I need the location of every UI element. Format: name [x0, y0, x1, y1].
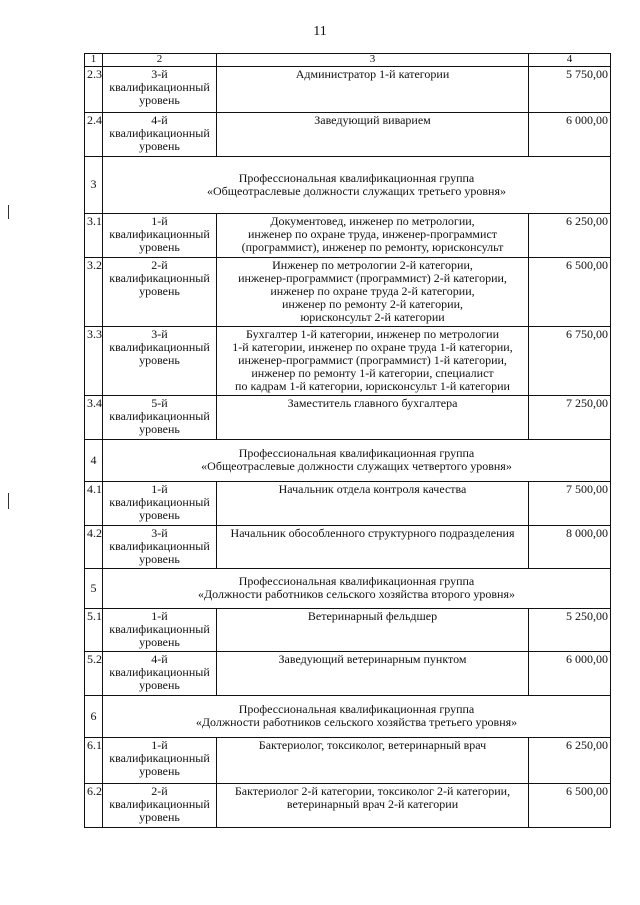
qualification-level-line: 2-й — [151, 258, 168, 272]
qualification-level-line: 1-й — [151, 738, 168, 752]
row-number: 5.1 — [85, 609, 103, 652]
qualification-level-line: 3-й — [151, 526, 168, 540]
qualification-level-line: квалификационный — [109, 665, 210, 679]
qualification-level — [103, 396, 217, 440]
column-number: 1 — [85, 54, 103, 67]
position-line: (программист), инженер по ремонту, юрисконсульт — [241, 240, 504, 254]
row-number: 3.3 — [85, 327, 103, 396]
row-number: 6.2 — [85, 784, 103, 828]
qualification-level-line: уровень — [139, 353, 180, 367]
group-title-line: «Должности работников сельского хозяйства второго уровня» — [197, 587, 515, 601]
table-row — [85, 214, 611, 258]
position-line: инженер по ремонту 1-й категории, специалист — [251, 366, 494, 380]
row-number: 3.1 — [85, 214, 103, 258]
row-number: 4.1 — [85, 482, 103, 526]
position-names — [217, 214, 529, 258]
group-title-line: «Общеотраслевые должности служащих третьего уровня» — [207, 183, 506, 198]
group-number: 4 — [85, 440, 103, 482]
qualification-level-line: квалификационный — [109, 340, 210, 354]
qualification-level — [103, 738, 217, 784]
position-names — [217, 652, 529, 696]
position-names — [217, 482, 529, 526]
qualification-level-line: 3-й — [151, 67, 168, 81]
qualification-level — [103, 526, 217, 569]
qualification-level-line: квалификационный — [109, 622, 210, 636]
qualification-level-line: квалификационный — [109, 539, 210, 553]
table-row — [85, 396, 611, 440]
qualification-level-line: уровень — [139, 422, 180, 436]
qualification-level-line: квалификационный — [109, 126, 210, 140]
group-title-line: «Должности работников сельского хозяйства третьего уровня» — [195, 715, 518, 729]
position-line: инженер по охране труда 2-й категории, — [270, 284, 475, 298]
table-row — [85, 526, 611, 569]
salary-value: 6 500,00 — [529, 258, 611, 327]
qualification-level-line: уровень — [139, 678, 180, 692]
qualification-level-line: квалификационный — [109, 797, 210, 811]
row-number: 2.4 — [85, 113, 103, 157]
qualification-level-line: уровень — [139, 764, 180, 778]
qualification-level — [103, 214, 217, 258]
qualification-level-line: 2-й — [151, 784, 168, 798]
position-line: Заместитель главного бухгалтера — [287, 396, 458, 410]
group-title-line: «Общеотраслевые должности служащих четвертого уровня» — [201, 459, 512, 473]
margin-mark-bottom — [8, 493, 9, 509]
qualification-level-line: квалификационный — [109, 751, 210, 765]
salary-value: 6 250,00 — [529, 214, 611, 258]
position-line: инженер-программист (программист) 1-й категории, — [238, 353, 507, 367]
qualification-level-line: 3-й — [151, 327, 168, 341]
qualification-level — [103, 113, 217, 157]
group-number: 3 — [85, 157, 103, 214]
group-title-line: Профессиональная квалификационная группа — [238, 446, 475, 460]
qualification-level-line: 4-й — [151, 113, 168, 127]
group-number: 6 — [85, 696, 103, 738]
qualification-level-line: квалификационный — [109, 227, 210, 241]
position-names — [217, 113, 529, 157]
qualification-level-line: уровень — [139, 552, 180, 566]
qualification-level — [103, 67, 217, 113]
position-line: инженер по ремонту 2-й категории, — [281, 297, 464, 311]
qualification-level-line: уровень — [139, 810, 180, 824]
salary-table-body — [85, 54, 611, 828]
group-header-row — [85, 440, 611, 482]
column-number: 2 — [103, 54, 217, 67]
row-number: 5.2 — [85, 652, 103, 696]
group-title — [103, 440, 611, 482]
position-line: Документовед, инженер по метрологии, — [270, 214, 475, 228]
position-line: Ветеринарный фельдшер — [307, 609, 438, 623]
table-row — [85, 258, 611, 327]
group-number: 5 — [85, 569, 103, 609]
table-row — [85, 784, 611, 828]
row-number: 2.3 — [85, 67, 103, 113]
qualification-level-line: уровень — [139, 93, 180, 107]
qualification-level-line: 1-й — [151, 214, 168, 228]
group-title — [103, 569, 611, 609]
salary-value: 5 750,00 — [529, 67, 611, 113]
qualification-level-line: квалификационный — [109, 409, 210, 423]
column-number: 3 — [217, 54, 529, 67]
qualification-level-line: квалификационный — [109, 80, 210, 94]
qualification-level — [103, 482, 217, 526]
position-names — [217, 738, 529, 784]
salary-value: 6 750,00 — [529, 327, 611, 396]
position-line: Администратор 1-й категории — [295, 67, 450, 81]
qualification-level-line: 1-й — [151, 609, 168, 623]
position-line: по кадрам 1-й категории, юрисконсульт 1-й категории — [235, 379, 510, 393]
position-line: Заведующий виварием — [314, 113, 431, 127]
position-names — [217, 327, 529, 396]
group-title — [103, 157, 611, 214]
table-row — [85, 652, 611, 696]
group-header-row — [85, 696, 611, 738]
group-header-row — [85, 157, 611, 214]
qualification-level-line: 1-й — [151, 482, 168, 496]
group-title-line: Профессиональная квалификационная группа — [238, 170, 475, 185]
position-names — [217, 258, 529, 327]
position-line: инженер-программист (программист) 2-й категории, — [238, 271, 507, 285]
qualification-level-line: 4-й — [151, 652, 168, 666]
column-number-row — [85, 54, 611, 67]
qualification-level-line: уровень — [139, 284, 180, 298]
position-names — [217, 526, 529, 569]
salary-value: 6 500,00 — [529, 784, 611, 828]
page-number: 11 — [313, 24, 327, 39]
position-line: ветеринарный врач 2-й категории — [286, 797, 459, 811]
salary-value: 6 000,00 — [529, 652, 611, 696]
qualification-level — [103, 258, 217, 327]
group-title-line: Профессиональная квалификационная группа — [238, 574, 475, 588]
qualification-level-line: квалификационный — [109, 495, 210, 509]
salary-value: 7 250,00 — [529, 396, 611, 440]
row-number: 4.2 — [85, 526, 103, 569]
qualification-level-line: уровень — [139, 508, 180, 522]
group-title — [103, 696, 611, 738]
table-row — [85, 327, 611, 396]
qualification-level-line: уровень — [139, 240, 180, 254]
position-line: Начальник обособленного структурного подразделения — [230, 526, 515, 540]
salary-value: 6 250,00 — [529, 738, 611, 784]
position-names — [217, 609, 529, 652]
qualification-level-line: уровень — [139, 139, 180, 153]
position-names — [217, 67, 529, 113]
margin-mark-top — [8, 205, 9, 219]
position-names — [217, 784, 529, 828]
position-names — [217, 396, 529, 440]
qualification-level — [103, 652, 217, 696]
salary-value: 8 000,00 — [529, 526, 611, 569]
table-row — [85, 609, 611, 652]
position-line: Бактериолог, токсиколог, ветеринарный врач — [258, 738, 487, 752]
position-line: инженер по охране труда, инженер-программист — [247, 227, 498, 241]
column-number: 4 — [529, 54, 611, 67]
salary-table — [84, 53, 611, 828]
qualification-level-line: 5-й — [151, 396, 168, 410]
position-line: Бактериолог 2-й категории, токсиколог 2-й категории, — [234, 784, 511, 798]
salary-value: 5 250,00 — [529, 609, 611, 652]
position-line: Бухгалтер 1-й категории, инженер по метрологии — [245, 327, 499, 341]
position-line: 1-й категории, инженер по охране труда 1-й категории, — [232, 340, 513, 354]
group-header-row — [85, 569, 611, 609]
qualification-level — [103, 327, 217, 396]
row-number: 3.2 — [85, 258, 103, 327]
table-row — [85, 482, 611, 526]
position-line: юрисконсульт 2-й категории — [300, 310, 445, 324]
position-line: Заведующий ветеринарным пунктом — [278, 652, 467, 666]
qualification-level — [103, 784, 217, 828]
position-line: Начальник отдела контроля качества — [278, 482, 467, 496]
row-number: 6.1 — [85, 738, 103, 784]
salary-value: 6 000,00 — [529, 113, 611, 157]
group-title-line: Профессиональная квалификационная группа — [238, 702, 475, 716]
position-line: Инженер по метрологии 2-й категории, — [272, 258, 473, 272]
table-row — [85, 113, 611, 157]
row-number: 3.4 — [85, 396, 103, 440]
qualification-level — [103, 609, 217, 652]
qualification-level-line: уровень — [139, 635, 180, 649]
table-row — [85, 738, 611, 784]
table-row — [85, 67, 611, 113]
salary-value: 7 500,00 — [529, 482, 611, 526]
qualification-level-line: квалификационный — [109, 271, 210, 285]
